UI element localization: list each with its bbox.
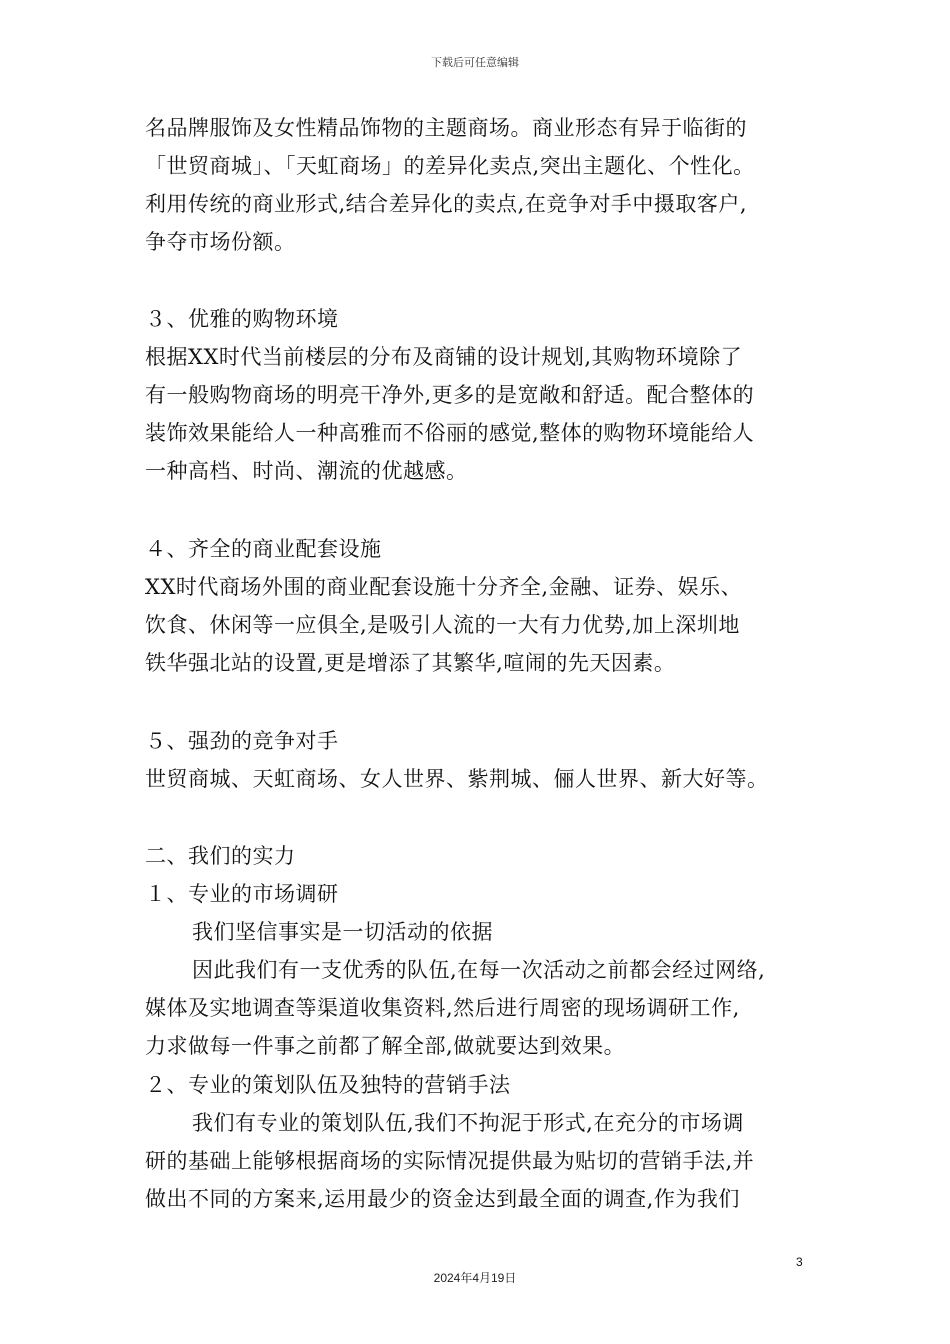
body-line: 装饰效果能给人一种高雅而不俗丽的感觉,整体的购物环境能给人 <box>145 421 755 445</box>
body-line: 我们坚信事实是一切活动的依据 <box>192 920 493 944</box>
page-footer-date: 2024年4月19日 <box>433 1271 517 1285</box>
body-line: 「世贸商城」、「天虹商场」的差异化卖点,突出主题化、个性化。 <box>145 154 755 178</box>
section-heading: ５、强劲的竞争对手 <box>145 729 339 753</box>
body-line: 研的基础上能够根据商场的实际情况提供最为贴切的营销手法,并 <box>145 1149 755 1173</box>
body-line: 媒体及实地调查等渠道收集资料,然后进行周密的现场调研工作, <box>145 996 740 1020</box>
body-line: 根据XX时代当前楼层的分布及商铺的设计规划,其购物环境除了 <box>145 345 743 369</box>
subsection-heading: １、专业的市场调研 <box>145 882 339 906</box>
body-line: 争夺市场份额。 <box>145 230 296 254</box>
body-line: 世贸商城、天虹商场、女人世界、紫荆城、俪人世界、新大好等。 <box>145 767 769 791</box>
body-line: 因此我们有一支优秀的队伍,在每一次活动之前都会经过网络, <box>192 958 766 982</box>
body-line: 利用传统的商业形式,结合差异化的卖点,在竞争对手中摄取客户, <box>145 192 748 216</box>
page-header: 下载后可任意编辑 <box>431 56 519 69</box>
section-heading: 二、我们的实力 <box>145 844 296 868</box>
body-line: 名品牌服饰及女性精品饰物的主题商场。商业形态有异于临街的 <box>145 116 747 140</box>
body-line: 力求做每一件事之前都了解全部,做就要达到效果。 <box>145 1034 626 1058</box>
body-line: 有一般购物商场的明亮干净外,更多的是宽敞和舒适。配合整体的 <box>145 383 755 407</box>
body-line: 铁华强北站的设置,更是增添了其繁华,喧闹的先天因素。 <box>145 651 676 675</box>
body-line: XX时代商场外围的商业配套设施十分齐全,金融、证券、娱乐、 <box>145 575 743 599</box>
body-line: 做出不同的方案来,运用最少的资金达到最全面的调查,作为我们 <box>145 1187 740 1211</box>
page-number: 3 <box>796 1255 803 1269</box>
body-line: 饮食、休闲等一应俱全,是吸引人流的一大有力优势,加上深圳地 <box>145 613 740 637</box>
body-line: 一种高档、时尚、潮流的优越感。 <box>145 459 468 483</box>
section-heading: ４、齐全的商业配套设施 <box>145 537 382 561</box>
section-heading: ３、优雅的购物环境 <box>145 307 339 331</box>
body-line: 我们有专业的策划队伍,我们不拘泥于形式,在充分的市场调 <box>192 1111 744 1135</box>
subsection-heading: ２、专业的策划队伍及独特的营销手法 <box>145 1073 511 1097</box>
